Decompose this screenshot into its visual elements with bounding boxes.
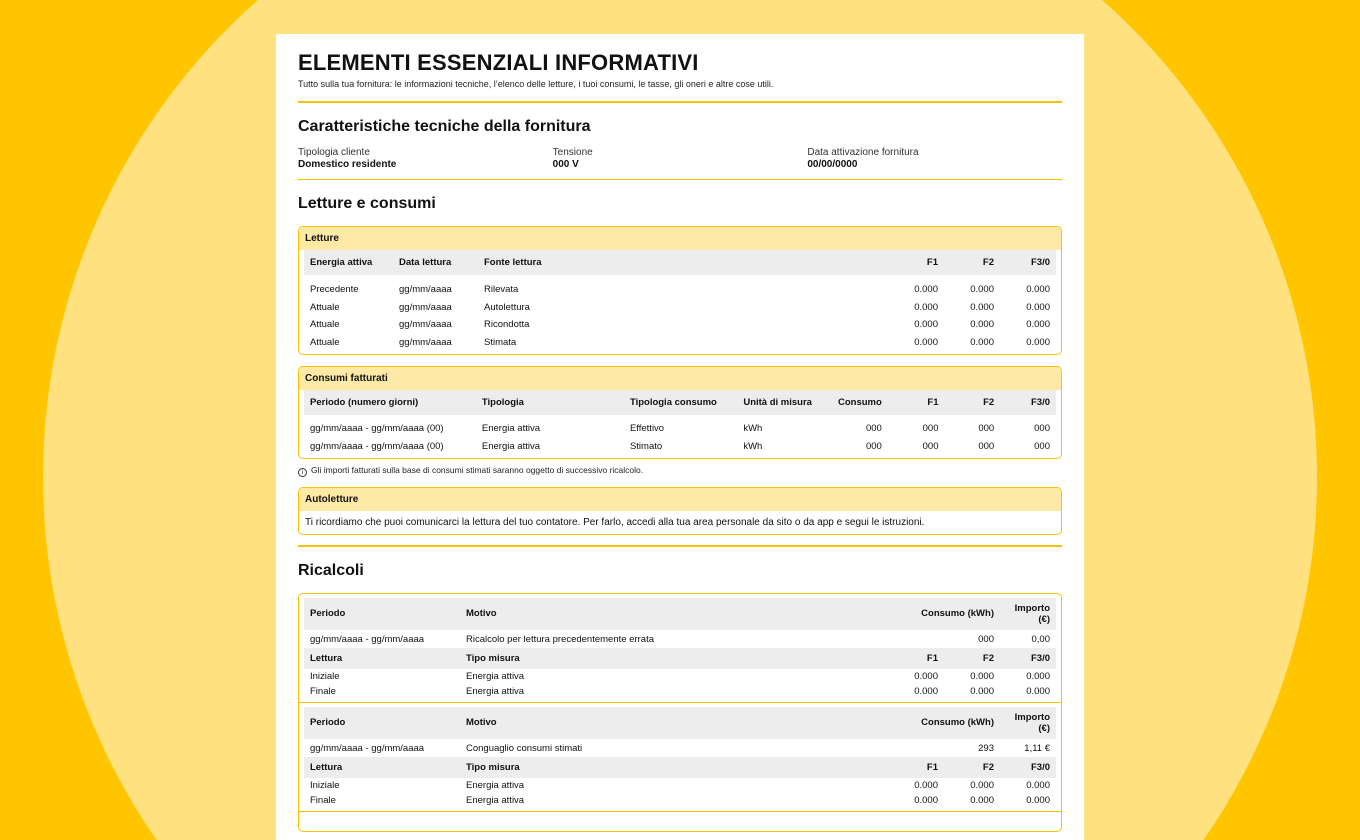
cell: 0.000 [1026, 794, 1050, 806]
cell: 0.000 [914, 670, 938, 682]
consumi-title: Consumi fatturati [299, 367, 1061, 390]
cell: 000 [922, 423, 939, 434]
col-header: F2 [945, 390, 1001, 415]
cell: kWh [743, 440, 763, 452]
autoletture-title: Autoletture [299, 488, 1061, 511]
field-label: Data attivazione fornitura [807, 146, 919, 158]
autoletture-box [298, 487, 1062, 535]
col-header: Periodo (numero giorni) [304, 390, 476, 415]
col-header: Consumo (kWh) [888, 707, 1000, 739]
cell: Finale [310, 794, 336, 806]
cell: Energia attiva [466, 670, 525, 682]
col-header: Periodo [304, 707, 460, 739]
col-header: F3/0 [1000, 390, 1056, 415]
col-header: Unità di misura [737, 390, 828, 415]
col-header: Data lettura [393, 250, 478, 275]
cell: gg/mm/aaaa [399, 336, 452, 348]
table-row [304, 793, 1056, 808]
col-header: Consumo [828, 390, 888, 415]
cell: 0.000 [1026, 301, 1050, 313]
field-value: Domestico residente [298, 158, 397, 170]
cell: 0.000 [970, 284, 994, 295]
col-header: Tipo misura [460, 648, 888, 669]
cell: 0.000 [970, 319, 994, 330]
cell: Effettivo [629, 423, 665, 434]
cell: Autolettura [484, 301, 530, 313]
cell: Stimato [629, 440, 663, 452]
table-row [304, 778, 1056, 793]
cell: 0.000 [914, 301, 938, 313]
tech-heading: Caratteristiche tecniche della fornitura [298, 117, 591, 135]
estimate-note [298, 465, 1062, 477]
table-row [304, 334, 1056, 352]
cell: gg/mm/aaaa [399, 284, 452, 295]
field-label: Tensione [552, 146, 593, 158]
tech-field-data-attivazione [807, 147, 1062, 170]
col-header: F2 [944, 648, 1000, 669]
cell: 0.000 [1026, 336, 1050, 348]
doc-title: ELEMENTI ESSENZIALI INFORMATIVI [298, 50, 699, 75]
tech-field-tipologia [298, 147, 553, 170]
cell: 000 [1034, 423, 1050, 434]
note-text: Gli importi fatturati sulla base di consumi stimati saranno oggetto di successivo ricalcolo. [311, 465, 644, 475]
ricalcolo-block [299, 702, 1061, 811]
cell: Rilevata [484, 284, 519, 295]
cell: Attuale [310, 301, 340, 313]
table-header-row [304, 707, 1056, 739]
col-header: Consumo (kWh) [888, 598, 1000, 630]
table-header-row [304, 250, 1056, 275]
consumi-box [298, 366, 1062, 459]
letture-box [298, 226, 1062, 355]
tech-field-tensione [553, 147, 808, 170]
letture-title: Letture [299, 227, 1061, 250]
col-header: Periodo [304, 598, 460, 630]
table-header-row [304, 390, 1056, 415]
cell: gg/mm/aaaa [399, 319, 452, 330]
cell: Iniziale [310, 779, 340, 791]
table-row [304, 630, 1056, 648]
ricalcolo-table [304, 598, 1056, 699]
col-header: F2 [944, 757, 1000, 778]
table-row [304, 316, 1056, 334]
cell: 0.000 [1026, 779, 1050, 791]
ricalcolo-table [304, 707, 1056, 808]
cell: 0.000 [1026, 685, 1050, 697]
table-row [304, 684, 1056, 699]
cell: Iniziale [310, 670, 340, 682]
autoletture-text: Ti ricordiamo che puoi comunicarci la lettura del tuo contatore. Per farlo, accedi alla tua area personale da sito o da app e segui le istruzioni. [305, 517, 925, 528]
table-row [304, 739, 1056, 757]
tech-fields [298, 147, 1062, 170]
divider [298, 179, 1062, 181]
cell: Attuale [310, 336, 340, 348]
cell: Energia attiva [466, 685, 525, 697]
cell: 0,00 [1031, 633, 1050, 645]
cell: 0.000 [970, 336, 994, 348]
cell: 0.000 [1026, 284, 1050, 295]
table-row [304, 420, 1056, 438]
cell: 0.000 [970, 779, 994, 791]
cell: 0.000 [914, 779, 938, 791]
cell: gg/mm/aaaa [399, 301, 452, 313]
col-header: F3/0 [1000, 648, 1056, 669]
cell: gg/mm/aaaa - gg/mm/aaaa (00) [310, 423, 444, 434]
cell: 000 [865, 440, 882, 452]
col-header: Lettura [304, 757, 460, 778]
cell: 0.000 [914, 336, 938, 348]
cell: 000 [978, 440, 995, 452]
cell: 000 [922, 440, 939, 452]
col-header: Fonte lettura [478, 250, 888, 275]
col-header: F1 [888, 390, 945, 415]
col-header: F1 [888, 648, 944, 669]
cell: kWh [743, 423, 763, 434]
cell: Finale [310, 685, 336, 697]
col-header: Tipo misura [460, 757, 888, 778]
cell: 0.000 [914, 319, 938, 330]
letture-consumi-heading: Letture e consumi [298, 195, 436, 212]
cell: 1,11 € [1024, 742, 1050, 754]
table-header-row [304, 648, 1056, 669]
col-header: Lettura [304, 648, 460, 669]
col-header: Motivo [460, 598, 888, 630]
table-row [304, 281, 1056, 299]
cell: 0.000 [970, 794, 994, 806]
cell: Energia attiva [466, 794, 525, 806]
col-header: F3/0 [1000, 757, 1056, 778]
cell: 000 [978, 633, 994, 645]
field-value: 00/00/0000 [807, 158, 858, 170]
table-row [304, 438, 1056, 456]
col-header: Importo (€) [1000, 598, 1056, 630]
col-header: Tipologia consumo [624, 390, 737, 415]
ricalcoli-box [298, 593, 1062, 832]
document-page [276, 34, 1084, 840]
divider [298, 545, 1062, 547]
cell: Attuale [310, 319, 340, 330]
col-header: F2 [944, 250, 1000, 275]
ricalcolo-block-cutoff [299, 811, 1061, 831]
info-icon: i [298, 468, 307, 477]
table-header-row [304, 757, 1056, 778]
col-header: Importo (€) [1000, 707, 1056, 739]
table-row [304, 669, 1056, 684]
cell: gg/mm/aaaa - gg/mm/aaaa [310, 742, 425, 754]
col-header: Tipologia [476, 390, 624, 415]
cell: 000 [978, 423, 995, 434]
cell: Conguaglio consumi stimati [466, 742, 583, 754]
ricalcolo-block [299, 594, 1061, 702]
cell: gg/mm/aaaa - gg/mm/aaaa [310, 633, 425, 645]
col-header: F1 [888, 250, 944, 275]
cell: Ricondotta [484, 319, 530, 330]
cell: Precedente [310, 284, 359, 295]
cell: 000 [865, 423, 882, 434]
cell: Energia attiva [466, 779, 525, 791]
table-row [304, 299, 1056, 317]
cell: Energia attiva [481, 423, 540, 434]
cell: 0.000 [914, 794, 938, 806]
cell: 000 [1034, 440, 1050, 452]
col-header: F1 [888, 757, 944, 778]
cell: 0.000 [914, 685, 938, 697]
cell: Energia attiva [481, 440, 540, 452]
field-label: Tipologia cliente [298, 146, 370, 158]
field-value: 000 V [552, 158, 579, 170]
cell: 0.000 [970, 301, 994, 313]
col-header: Motivo [460, 707, 888, 739]
cell: 0.000 [970, 685, 994, 697]
doc-subtitle: Tutto sulla tua fornitura: le informazioni tecniche, l’elenco delle letture, i tuoi consumi, le tasse, gli oneri e altre cose utili. [298, 79, 774, 89]
ricalcoli-heading: Ricalcoli [298, 561, 364, 579]
cell: Ricalcolo per lettura precedentemente errata [466, 633, 654, 645]
table-header-row [304, 598, 1056, 630]
cell: 0.000 [914, 284, 938, 295]
cell: 0.000 [1026, 670, 1050, 682]
cell: 0.000 [970, 670, 994, 682]
letture-table [304, 250, 1056, 351]
cell: 0.000 [1026, 319, 1050, 330]
cell: 293 [978, 742, 994, 754]
cell: gg/mm/aaaa - gg/mm/aaaa (00) [310, 440, 444, 452]
cell: Stimata [484, 336, 517, 348]
divider [298, 101, 1062, 103]
col-header: F3/0 [1000, 250, 1056, 275]
consumi-table [304, 390, 1056, 455]
col-header: Energia attiva [304, 250, 393, 275]
